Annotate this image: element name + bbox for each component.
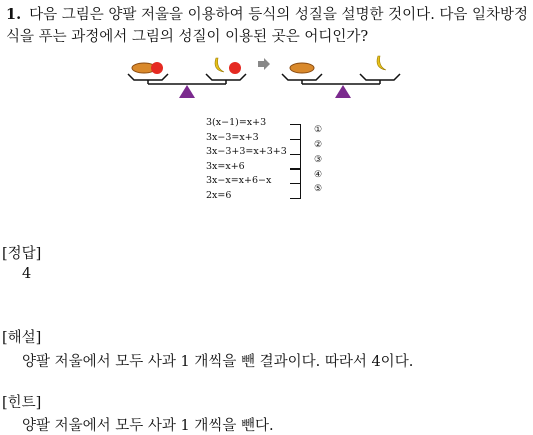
step-bracket bbox=[290, 168, 301, 184]
fulcrum-icon bbox=[335, 85, 351, 98]
equation-step: 3x−3+3=x+3+3 bbox=[206, 146, 287, 158]
answer-label: [정답] bbox=[2, 246, 42, 262]
apple-icon bbox=[151, 62, 163, 74]
equation-step: 3x−x=x+6−x bbox=[206, 175, 272, 187]
equation-step: 3x−3=x+3 bbox=[206, 131, 259, 143]
hint-text: 양팔 저울에서 모두 사과 1 개씩을 뺀다. bbox=[22, 418, 274, 434]
right-balance-scale bbox=[282, 56, 400, 98]
step-bracket bbox=[290, 183, 301, 199]
answer-value: 4 bbox=[22, 266, 32, 282]
step-marker: ① bbox=[314, 125, 323, 135]
step-bracket bbox=[290, 139, 301, 155]
fulcrum-icon bbox=[179, 85, 195, 98]
equation-step: 2x=6 bbox=[206, 189, 232, 201]
equation-steps bbox=[206, 116, 287, 204]
step-marker: ④ bbox=[314, 170, 323, 180]
equation-step: 3x=x+6 bbox=[206, 160, 245, 172]
step-marker: ③ bbox=[314, 155, 323, 165]
explanation-text: 양팔 저울에서 모두 사과 1 개씩을 뺀 결과이다. 따라서 4이다. bbox=[22, 354, 414, 370]
question-number: 1. bbox=[6, 6, 22, 23]
step-bracket bbox=[290, 124, 301, 140]
apple-icon bbox=[229, 62, 241, 74]
bread-icon bbox=[290, 63, 314, 73]
explanation-label: [해설] bbox=[2, 330, 42, 346]
question bbox=[6, 4, 531, 48]
banana-icon bbox=[215, 58, 224, 72]
question-text: 다음 그림은 양팔 저울을 이용하여 등식의 성질을 설명한 것이다. 다음 일차방정식을 푸는 과정에서 그림의 성질이 이용된 곳은 어디인가? bbox=[6, 7, 529, 45]
hint-label: [힌트] bbox=[2, 395, 42, 411]
banana-icon bbox=[377, 56, 386, 70]
left-balance-scale bbox=[128, 58, 246, 98]
equation-step: 3(x−1)=x+3 bbox=[206, 117, 267, 128]
arrow-right-icon bbox=[258, 58, 270, 70]
balance-scale-illustration bbox=[122, 54, 422, 102]
step-marker: ⑤ bbox=[314, 184, 323, 194]
step-marker: ② bbox=[314, 140, 323, 150]
